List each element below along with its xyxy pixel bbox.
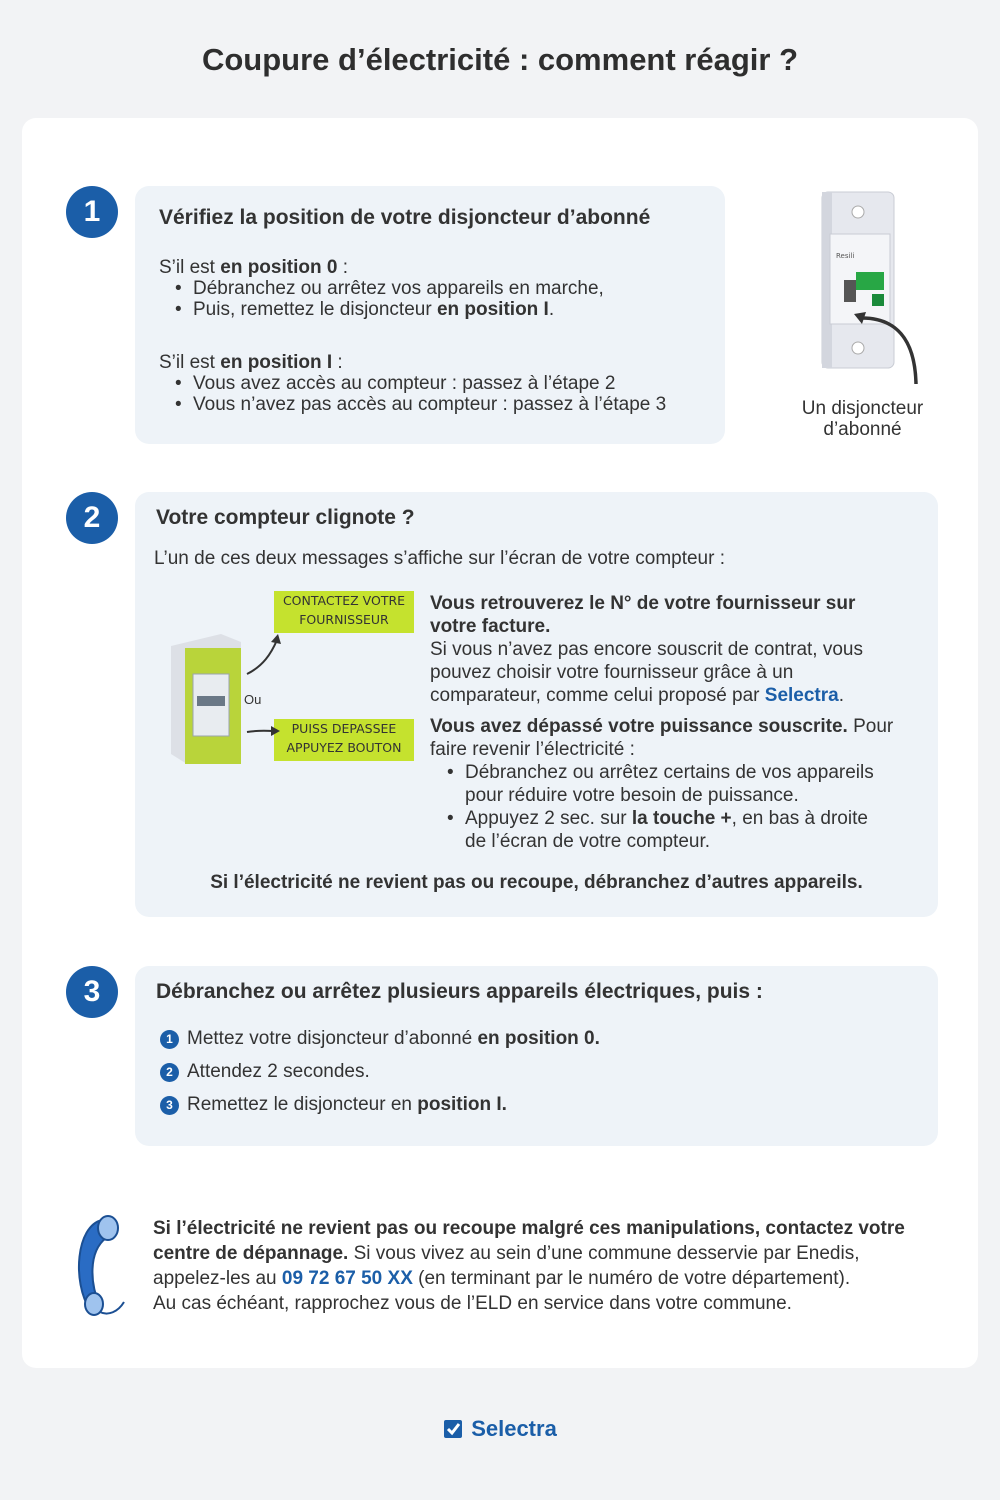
list-item: • Débranchez ou arrêtez vos appareils en marche, [172,278,604,299]
message-1-text: Si vous n’avez pas encore souscrit de contrat, vous pouvez choisir votre fournisseur grâce à un comparateur, comme celui proposé par Selectra. [430,639,864,706]
step-3-box [135,966,938,1146]
step-2-box [135,492,938,917]
meter-illustration [163,630,283,766]
step-1-posI-intro: S’il est en position I : [159,352,343,373]
step-1-badge: 1 [66,186,118,238]
lcd-message-power: PUISS DEPASSEE APPUYEZ BOUTON [274,719,414,761]
or-label: Ou [244,692,262,707]
list-item: • Puis, remettez le disjoncteur en position I. [172,299,604,320]
list-item: 2 Attendez 2 secondes. [160,1061,600,1083]
phone-number[interactable]: 09 72 67 50 XX [281,1268,413,1289]
step-3-list [160,1028,600,1127]
breaker-caption: Un disjoncteur d’abonné [801,398,924,440]
phone-icon [66,1212,130,1318]
step-3-badge: 3 [66,966,118,1018]
step-1-heading: Vérifiez la position de votre disjoncteur d’abonné [159,206,651,229]
checkbox-icon [443,1419,463,1439]
contact-text: Si l’électricité ne revient pas ou recoupe malgré ces manipulations, contactez votre centre de dépannage. Si vous vivez au sein d’une commune desservie par Enedis, appelez-les au 09 72 67 50 XX (en terminant par le numéro de votre département). Au cas échéant, rapprochez vous de l’ELD en service dans votre commune. [153,1218,905,1314]
list-item: • Débranchez ou arrêtez certains de vos appareils pour réduire votre besoin de puissance. [444,761,925,807]
step-2-messages [430,592,925,853]
breaker-brand-label: Resili [836,252,855,260]
step-1-pos0-intro: S’il est en position 0 : [159,257,348,278]
brand-name: Selectra [471,1416,557,1441]
list-item: • Vous n’avez pas accès au compteur : passez à l’étape 3 [172,394,666,415]
step-2-footer: Si l’électricité ne revient pas ou recoupe, débranchez d’autres appareils. [210,872,863,893]
step-1-posI-list [172,373,666,415]
step-3-heading: Débranchez ou arrêtez plusieurs appareils électriques, puis : [156,980,763,1003]
step-1-box [135,186,725,444]
list-item: 3 Remettez le disjoncteur en position I. [160,1094,600,1116]
list-item: • Appuyez 2 sec. sur la touche +, en bas à droite de l’écran de votre compteur. [444,807,925,853]
step-2-heading: Votre compteur clignote ? [156,506,415,529]
lcd-message-contact: CONTACTEZ VOTRE FOURNISSEUR [274,591,414,633]
message-2-list [444,761,925,853]
selectra-logo [0,1416,1000,1442]
step-2-badge: 2 [66,492,118,544]
breaker-illustration [810,188,930,388]
page-title: Coupure d’électricité : comment réagir ? [201,42,799,77]
message-1-bold: Vous retrouverez le N° de votre fournisseur sur votre facture. [430,593,856,637]
selectra-link[interactable]: Selectra [764,685,839,706]
message-2-text: Vous avez dépassé votre puissance souscrite. Pour faire revenir l’électricité : [430,716,894,760]
list-item: • Vous avez accès au compteur : passez à l’étape 2 [172,373,666,394]
list-item: 1 Mettez votre disjoncteur d’abonné en position 0. [160,1028,600,1050]
step-2-intro: L’un de ces deux messages s’affiche sur l’écran de votre compteur : [154,548,726,569]
step-1-pos0-list [172,278,604,320]
